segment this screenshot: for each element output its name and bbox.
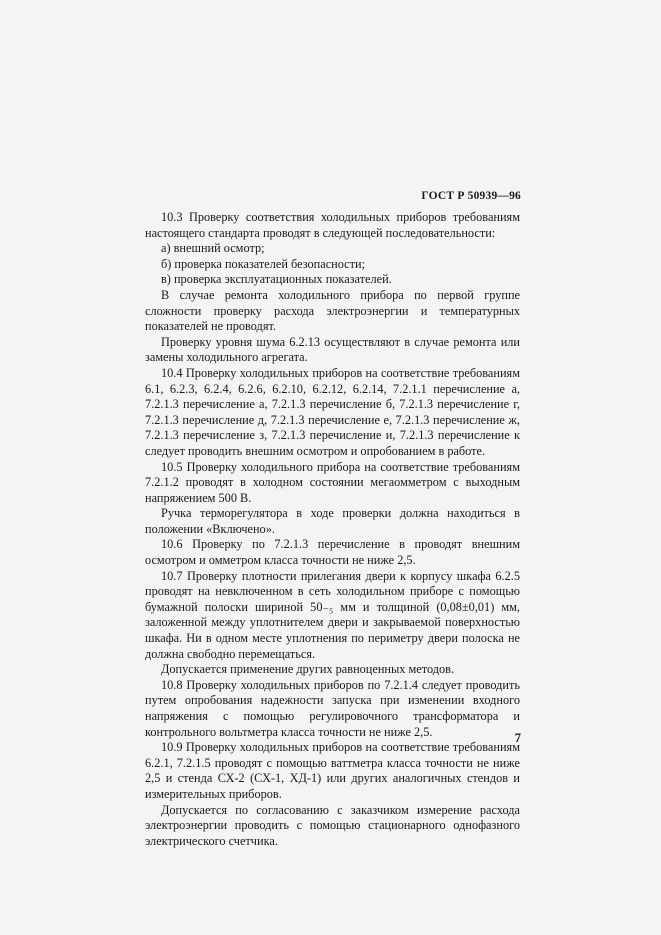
paragraph-meter-note: Допускается по согласованию с заказчиком измерение расхода электроэнергии проводить с помощью стационарного однофазного электрического счетчика.: [145, 802, 520, 848]
paragraph-10-7: 10.7 Проверку плотности прилегания двери к корпусу шкафа 6.2.5 проводят на невключенном в сеть холодильном приборе с помощью бумажной полоски шириной 50₋₅ мм и толщиной (0,08±0,01) мм, заложенной между уплотнителем двери и закрываемой поверхностью шкафа. Ни в одном месте уплотнения по периметру двери полоска не должна свободно перемещаться.: [145, 568, 520, 661]
list-item-v: в) проверка эксплуатационных показателей.: [161, 272, 392, 287]
list-item-b: б) проверка показателей безопасности;: [161, 256, 366, 271]
paragraph-10-9: 10.9 Проверку холодильных приборов на соответствие требованиям 6.2.1, 7.2.1.5 проводят с помощью ваттметра класса точности не ниже 2,5 и стенда СХ-2 (СХ-1, ХД-1) или других аналогичных стендов и измерительных приборов.: [145, 740, 520, 801]
paragraph-equivalent-methods: Допускается применение других равноценных методов.: [161, 662, 455, 677]
paragraph-noise-check: Проверку уровня шума 6.2.13 осуществляют в случае ремонта или замены холодильного агрегата.: [145, 334, 520, 365]
paragraph-10-4: 10.4 Проверку холодильных приборов на соответствие требованиям 6.1, 6.2.3, 6.2.4, 6.2.6, 6.2.10, 6.2.12, 6.2.14, 7.2.1.1 перечисление а, 7.2.1.3 перечисление а, 7.2.1.3 перечисление б, 7.2.1.3 перечисление г, 7.2.1.3 перечисление д, 7.2.1.3 перечисление е, 7.2.1.3 перечисление ж, 7.2.1.3 перечисление з, 7.2.1.3 перечисление и, 7.2.1.3 перечисление к следует проводить внешним осмотром и опробованием в работе.: [145, 365, 520, 458]
list-item-a: а) внешний осмотр;: [161, 241, 265, 256]
paragraph-10-5: 10.5 Проверку холодильного прибора на соответствие требованиям 7.2.1.2 проводят в холодном состоянии мегаомметром с выходным напряжением 500 В.: [145, 459, 520, 505]
paragraph-10-3: 10.3 Проверку соответствия холодильных приборов требованиям настоящего стандарта проводят в следующей последовательности:: [145, 210, 520, 240]
paragraph-10-8: 10.8 Проверку холодильных приборов по 7.2.1.4 следует проводить путем опробования надежности запуска при изменении входного напряжения с помощью регулировочного трансформатора и контрольного вольтметра класса точности не ниже 2,5.: [145, 677, 520, 739]
page-number: 7: [514, 731, 521, 745]
document-code: ГОСТ Р 50939—96: [421, 190, 521, 202]
document-body: [145, 210, 520, 849]
paragraph-repair-note: В случае ремонта холодильного прибора по первой группе сложности проверку расхода электроэнергии и температурных показателей не проводят.: [145, 287, 520, 334]
paragraph-thermostat-note: Ручка терморегулятора в ходе проверки должна находиться в положении «Включено».: [145, 506, 520, 536]
paragraph-10-6: 10.6 Проверку по 7.2.1.3 перечисление в проводят внешним осмотром и омметром класса точности не ниже 2,5.: [145, 537, 520, 568]
